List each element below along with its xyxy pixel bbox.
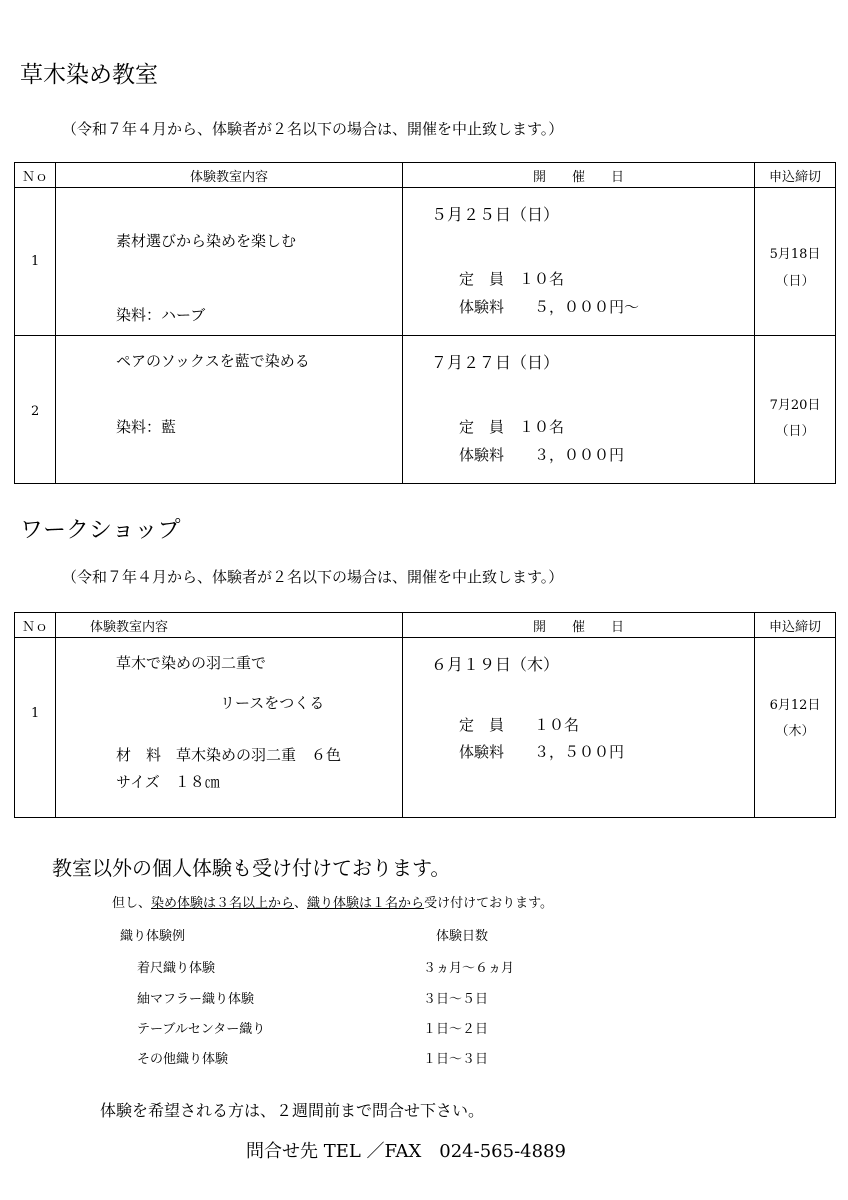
class-material: 染料：藍 [116, 418, 177, 436]
fee: 体験料 ３，０００円 [459, 446, 625, 464]
deadline-weekday: （木） [775, 724, 815, 739]
header-no: Ｎｏ [15, 613, 56, 638]
class-description: ペアのソックスを藍で染める [116, 352, 310, 370]
header-deadline: 申込締切 [755, 613, 836, 638]
section-title-dye-class: 草木染め教室 [20, 62, 158, 88]
capacity: 定 員 １０名 [459, 418, 565, 436]
list-item-days: ３ヵ月～６ヵ月 [423, 961, 515, 976]
table-header-row [15, 613, 836, 638]
workshop-table [14, 612, 836, 818]
request-note: 体験を希望される方は、２週間前まで問合せ下さい。 [100, 1101, 485, 1120]
dye-condition: 染め体験は３名以上から [151, 896, 295, 911]
cancellation-note: （令和７年４月から、体験者が２名以下の場合は、開催を中止致します。） [62, 120, 564, 138]
header-content: 体験教室内容 [90, 619, 169, 635]
dye-class-table [14, 162, 836, 484]
class-material: 材 料 草木染めの羽二重 ６色 [116, 746, 342, 764]
cancellation-note: （令和７年４月から、体験者が２名以下の場合は、開催を中止致します。） [62, 568, 564, 586]
conditions-separator: 、 [294, 896, 308, 911]
deadline-date: 7月20日 [769, 398, 821, 413]
list-item-days: ３日～５日 [423, 992, 489, 1007]
list-item-name: 紬マフラー織り体験 [137, 992, 255, 1007]
table-header-row [15, 163, 836, 188]
list-item-days: １日～３日 [423, 1052, 489, 1067]
table-row [15, 638, 836, 818]
deadline-weekday: （日） [775, 424, 815, 439]
header-no: Ｎｏ [15, 163, 56, 188]
list-item-name: その他織り体験 [137, 1052, 229, 1067]
deadline-date: 5月18日 [769, 247, 821, 262]
conditions-line [112, 892, 553, 911]
row-number: 2 [31, 404, 40, 419]
fee: 体験料 ３，５００円 [459, 743, 625, 761]
contact-info: 問合せ先 TEL ／FAX 024-565-4889 [246, 1141, 566, 1162]
class-description-2: リースをつくる [220, 694, 325, 712]
deadline-date: 6月12日 [769, 698, 821, 713]
class-description: 草木で染めの羽二重で [116, 654, 267, 672]
conditions-suffix: 受け付けております。 [424, 896, 554, 911]
list-item-name: テーブルセンター織り [137, 1022, 266, 1037]
table-row [15, 188, 836, 336]
table-row [15, 336, 836, 484]
row-number: 1 [31, 706, 40, 721]
class-size: サイズ １８㎝ [116, 773, 220, 791]
experience-days-header: 体験日数 [436, 929, 489, 944]
list-item-name: 着尺織り体験 [137, 961, 216, 976]
header-date: 開 催 日 [403, 163, 755, 188]
weave-condition: 織り体験は１名から [307, 896, 425, 911]
capacity: 定 員 １０名 [459, 716, 580, 734]
event-date: ５月２５日（日） [431, 205, 560, 224]
row-number: 1 [31, 254, 40, 269]
conditions-prefix: 但し、 [112, 896, 152, 911]
event-date: ７月２７日（日） [431, 353, 560, 372]
event-date: ６月１９日（木） [431, 655, 560, 674]
class-description: 素材選びから染めを楽しむ [116, 232, 297, 250]
header-date: 開 催 日 [403, 613, 755, 638]
weave-examples-header: 織り体験例 [120, 929, 186, 944]
list-item-days: １日～２日 [423, 1022, 489, 1037]
individual-experience-heading: 教室以外の個人体験も受け付けております。 [52, 856, 451, 880]
section-title-workshop: ワークショップ [20, 517, 181, 543]
fee: 体験料 ５，０００円～ [459, 298, 640, 316]
header-deadline: 申込締切 [755, 163, 836, 188]
deadline-weekday: （日） [775, 274, 815, 289]
class-material: 染料：ハーブ [116, 306, 206, 324]
header-content: 体験教室内容 [56, 163, 403, 188]
capacity: 定 員 １０名 [459, 270, 565, 288]
